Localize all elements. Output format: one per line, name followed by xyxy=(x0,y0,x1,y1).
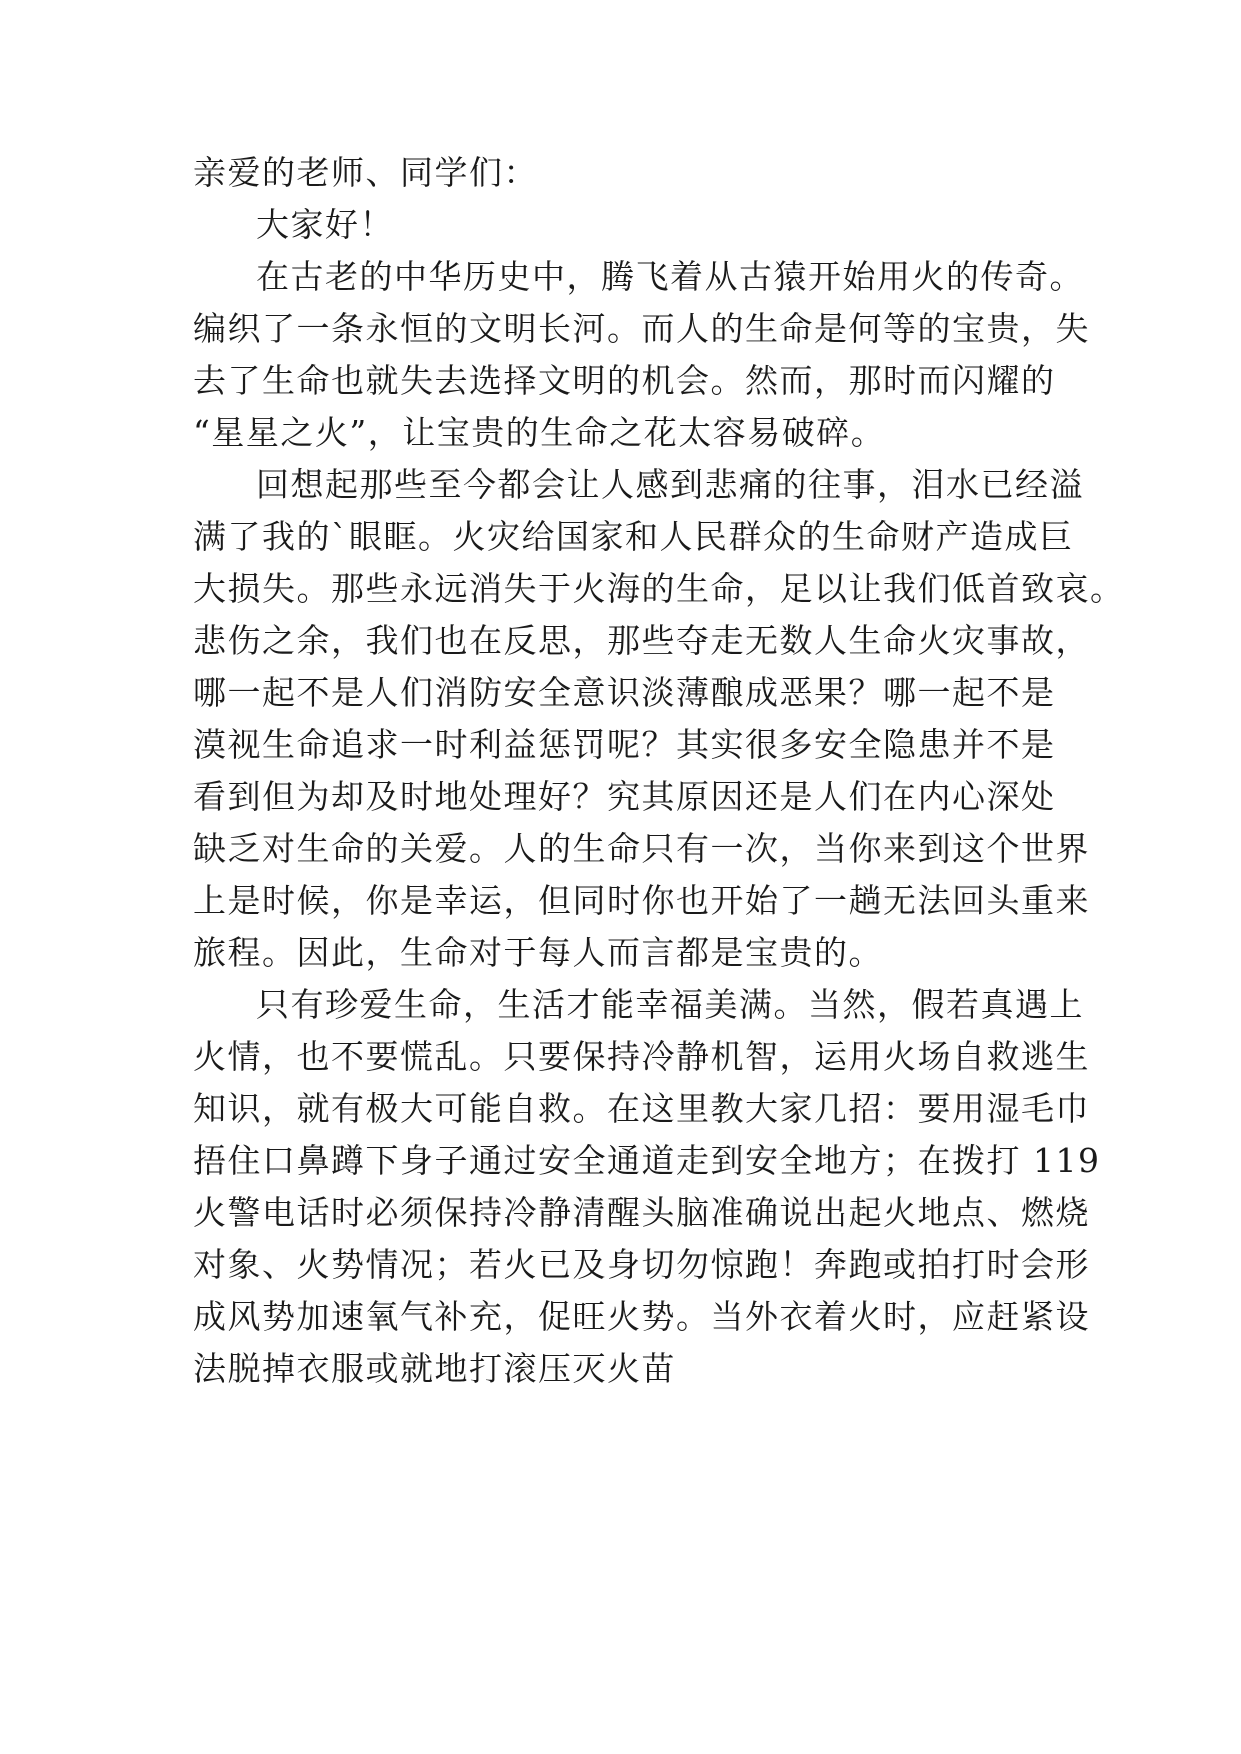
paragraph-3-line: 对象、火势情况；若火已及身切勿惊跑！奔跑或拍打时会形 xyxy=(193,1245,1090,1284)
paragraph-2-line: 漠视生命追求一时利益惩罚呢？其实很多安全隐患并不是 xyxy=(193,725,1056,764)
paragraph-1-line: 编织了一条永恒的文明长河。而人的生命是何等的宝贵，失 xyxy=(193,309,1090,348)
paragraph-2-line: 哪一起不是人们消防安全意识淡薄酿成恶果？哪一起不是 xyxy=(193,673,1056,712)
paragraph-2-line: 满了我的`眼眶。火灾给国家和人民群众的生命财产造成巨 xyxy=(193,517,1074,556)
paragraph-2-line: 回想起那些至今都会让人感到悲痛的往事，泪水已经溢 xyxy=(256,465,1084,504)
paragraph-3-line: 火情，也不要慌乱。只要保持冷静机智，运用火场自救逃生 xyxy=(193,1037,1090,1076)
greeting: 大家好！ xyxy=(256,205,394,244)
paragraph-1-line: “星星之火”，让宝贵的生命之花太容易破碎。 xyxy=(193,413,886,452)
paragraph-2-line: 看到但为却及时地处理好？究其原因还是人们在内心深处 xyxy=(193,777,1056,816)
paragraph-3-line: 火警电话时必须保持冷静清醒头脑准确说出起火地点、燃烧 xyxy=(193,1193,1090,1232)
paragraph-2-line: 缺乏对生命的关爱。人的生命只有一次，当你来到这个世界 xyxy=(193,829,1090,868)
paragraph-3-line: 知识，就有极大可能自救。在这里教大家几招：要用湿毛巾 xyxy=(193,1089,1090,1128)
salutation: 亲爱的老师、同学们： xyxy=(193,153,538,192)
paragraph-2-line: 悲伤之余，我们也在反思，那些夺走无数人生命火灾事故， xyxy=(193,621,1090,660)
paragraph-3-line: 捂住口鼻蹲下身子通过安全通道走到安全地方；在拨打 119 xyxy=(193,1141,1101,1180)
paragraph-1-line: 去了生命也就失去选择文明的机会。然而，那时而闪耀的 xyxy=(193,361,1056,400)
paragraph-3-line: 只有珍爱生命，生活才能幸福美满。当然，假若真遇上 xyxy=(256,985,1084,1024)
paragraph-2-line: 旅程。因此，生命对于每人而言都是宝贵的。 xyxy=(193,933,883,972)
paragraph-2-line: 上是时候，你是幸运，但同时你也开始了一趟无法回头重来 xyxy=(193,881,1090,920)
paragraph-2-line: 大损失。那些永远消失于火海的生命，足以让我们低首致哀。 xyxy=(193,569,1125,608)
paragraph-3-line: 成风势加速氧气补充，促旺火势。当外衣着火时，应赶紧设 xyxy=(193,1297,1090,1336)
paragraph-3-line: 法脱掉衣服或就地打滚压灭火苗 xyxy=(193,1349,676,1388)
paragraph-1-line: 在古老的中华历史中，腾飞着从古猿开始用火的传奇。 xyxy=(256,257,1084,296)
